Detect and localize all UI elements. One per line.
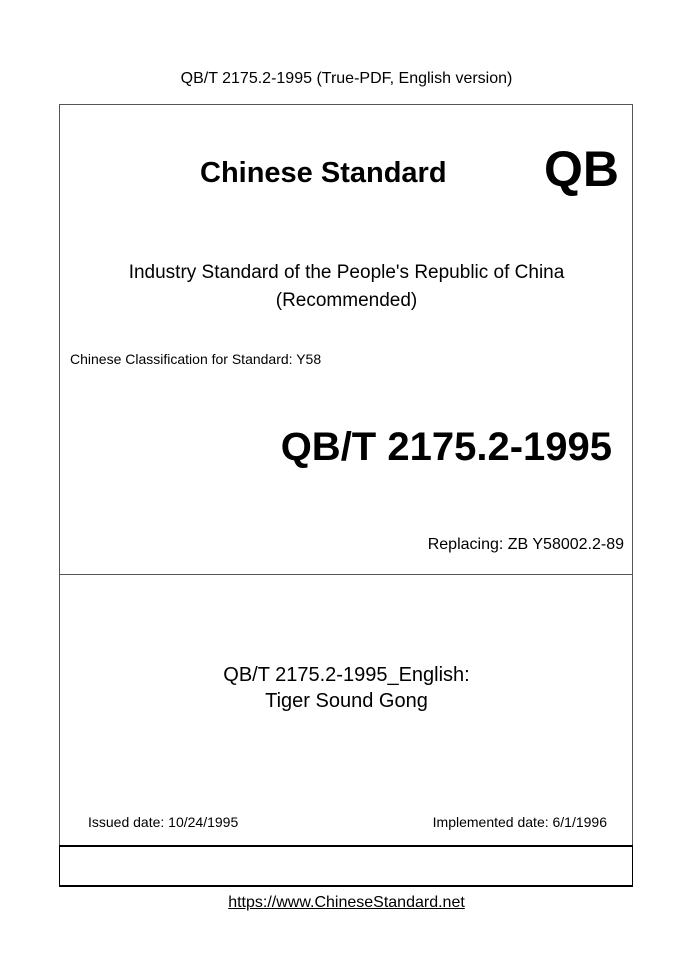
industry-heading [0,259,693,315]
implemented-date: Implemented date: 6/1/1996 [432,814,607,830]
footer [0,894,693,912]
page-header: QB/T 2175.2-1995 (True-PDF, English version) [180,70,513,87]
bottom-box [59,845,633,887]
qb-logo: QB [544,141,619,197]
document-title [0,662,693,714]
industry-line-2: (Recommended) [275,290,418,311]
classification: Chinese Classification for Standard: Y58 [70,351,322,367]
replacing-note: Replacing: ZB Y58002.2-89 [427,536,624,553]
website-link[interactable]: https://www.ChineseStandard.net [228,894,465,911]
document-title-line-1: QB/T 2175.2-1995_English: [223,664,470,686]
industry-line-1: Industry Standard of the People's Republic of China [128,262,565,283]
document-title-line-2: Tiger Sound Gong [265,690,428,712]
cover-title: Chinese Standard [200,157,447,189]
standard-number: QB/T 2175.2-1995 [280,425,612,469]
cover-frame [59,104,633,886]
issued-date: Issued date: 10/24/1995 [88,814,239,830]
cover-divider [59,574,633,575]
